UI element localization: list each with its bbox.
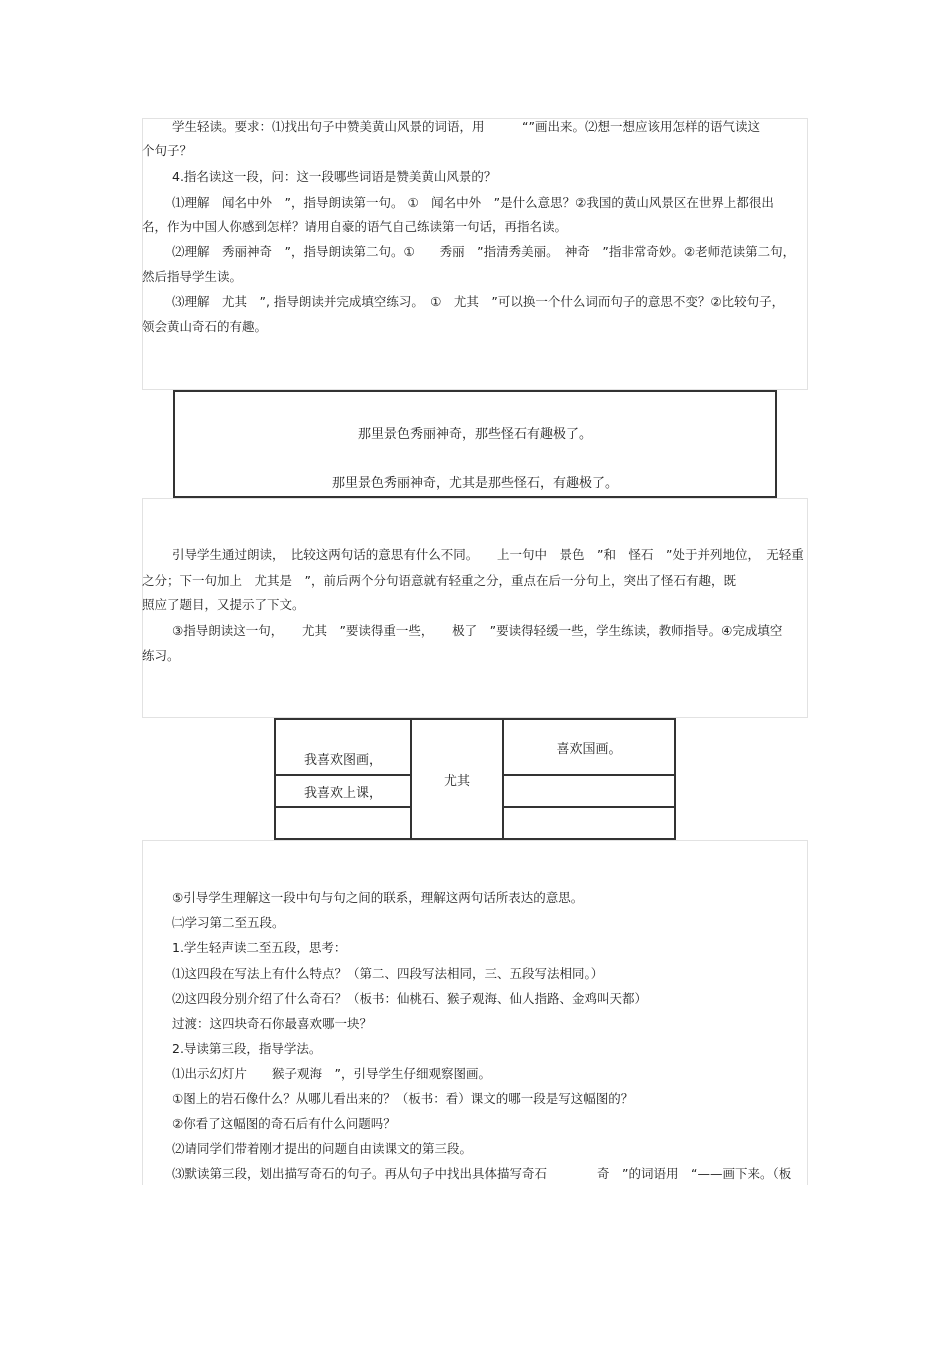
paragraph-line: ㈡学习第二至五段。 — [172, 915, 285, 930]
paragraph-line: ⑴出示幻灯片 猴子观海 ”，引导学生仔细观察图画。 — [172, 1066, 491, 1081]
table-cell-blank — [503, 775, 675, 807]
paragraph-line: 2.导读第三段，指导学法。 — [172, 1041, 322, 1056]
paragraph-line: ⑶理解 尤其 ”, 指导朗读并完成填空练习。 ① 尤其 ”可以换一个什么词而句子的意思不变？②比较句子， — [172, 294, 785, 309]
sentence-original: 那里景色秀丽神奇，那些怪石有趣极了。 — [357, 427, 592, 442]
table-cell: 我喜欢图画， — [275, 719, 411, 775]
paragraph-line: 过渡：这四块奇石你最喜欢哪一块？ — [172, 1016, 373, 1031]
paragraph-line: 然后指导学生读。 — [142, 269, 243, 284]
sentence-compare-box — [173, 390, 777, 498]
paragraph-line: ②你看了这幅图的奇石后有什么问题吗？ — [172, 1116, 396, 1131]
paragraph-line: 照应了题目，又提示了下文。 — [142, 597, 305, 612]
paragraph-line: ⑵这四段分别介绍了什么奇石？（板书：仙桃石、猴子观海、仙人指路、金鸡叫天都） — [172, 991, 648, 1006]
paragraph-line: ⑤引导学生理解这一段中句与句之间的联系，理解这两句话所表达的意思。 — [172, 890, 584, 905]
table-cell: 喜欢国画。 — [503, 719, 675, 775]
paragraph-line: ⑴这四段在写法上有什么特点？（第二、四段写法相同，三、五段写法相同。） — [172, 966, 604, 981]
fill-in-table — [274, 718, 676, 840]
paragraph-line: 引导学生通过朗读， 比较这两句话的意思有什么不同。 上一句中 景色 ”和 怪石 ”处于并列地位， 无轻重 — [172, 547, 804, 562]
paragraph-line: 学生轻读。要求：⑴找出句子中赞美黄山风景的词语，用 “”画出来。⑵想一想应该用怎样的语气读这 — [172, 119, 760, 134]
paragraph-line: ⑵请同学们带着刚才提出的问题自由读课文的第三段。 — [172, 1141, 473, 1156]
table-cell-middle: 尤其 — [411, 719, 503, 839]
paragraph-line: 之分；下一句加上 尤其是 ”，前后两个分句语意就有轻重之分，重点在后一分句上，突出了怪石有趣，既 — [142, 573, 736, 588]
paragraph-line: 领会黄山奇石的有趣。 — [142, 319, 268, 334]
paragraph-line: 1.学生轻声读二至五段，思考： — [172, 940, 347, 955]
table-cell-blank — [503, 807, 675, 839]
paragraph-line: 4.指名读这一段，问：这一段哪些词语是赞美黄山风景的？ — [172, 169, 497, 184]
paragraph-line: 练习。 — [142, 648, 180, 663]
paragraph-line: 个句子？ — [142, 143, 193, 158]
paragraph-line: ③指导朗读这一句， 尤其 ”要读得重一些， 极了 ”要读得轻缓一些，学生练读，教师指导。④完成填空 — [172, 623, 783, 638]
paragraph-line: ⑴理解 闻名中外 ”，指导朗读第一句。 ① 闻名中外 ”是什么意思？②我国的黄山风景区在世界上都很出 — [172, 195, 774, 210]
sentence-revised: 那里景色秀丽神奇，尤其是那些怪石，有趣极了。 — [331, 476, 618, 491]
paragraph-line: ⑶默读第三段，划出描写奇石的句子。再从句子中找出具体描写奇石 奇 ”的词语用 “——画下来。（板 — [172, 1166, 792, 1181]
table-cell-blank — [275, 807, 411, 839]
table-cell: 我喜欢上课， — [275, 775, 411, 807]
paragraph-line: ⑵理解 秀丽神奇 ”，指导朗读第二句。① 秀丽 ”指清秀美丽。 神奇 ”指非常奇妙。②老师范读第二句， — [172, 244, 796, 259]
paragraph-line: ①图上的岩石像什么？从哪儿看出来的？（板书：看）课文的哪一段是写这幅图的？ — [172, 1091, 634, 1106]
paragraph-line: 名，作为中国人你感到怎样？请用自豪的语气自己练读第一句话，再指名读。 — [142, 219, 568, 234]
